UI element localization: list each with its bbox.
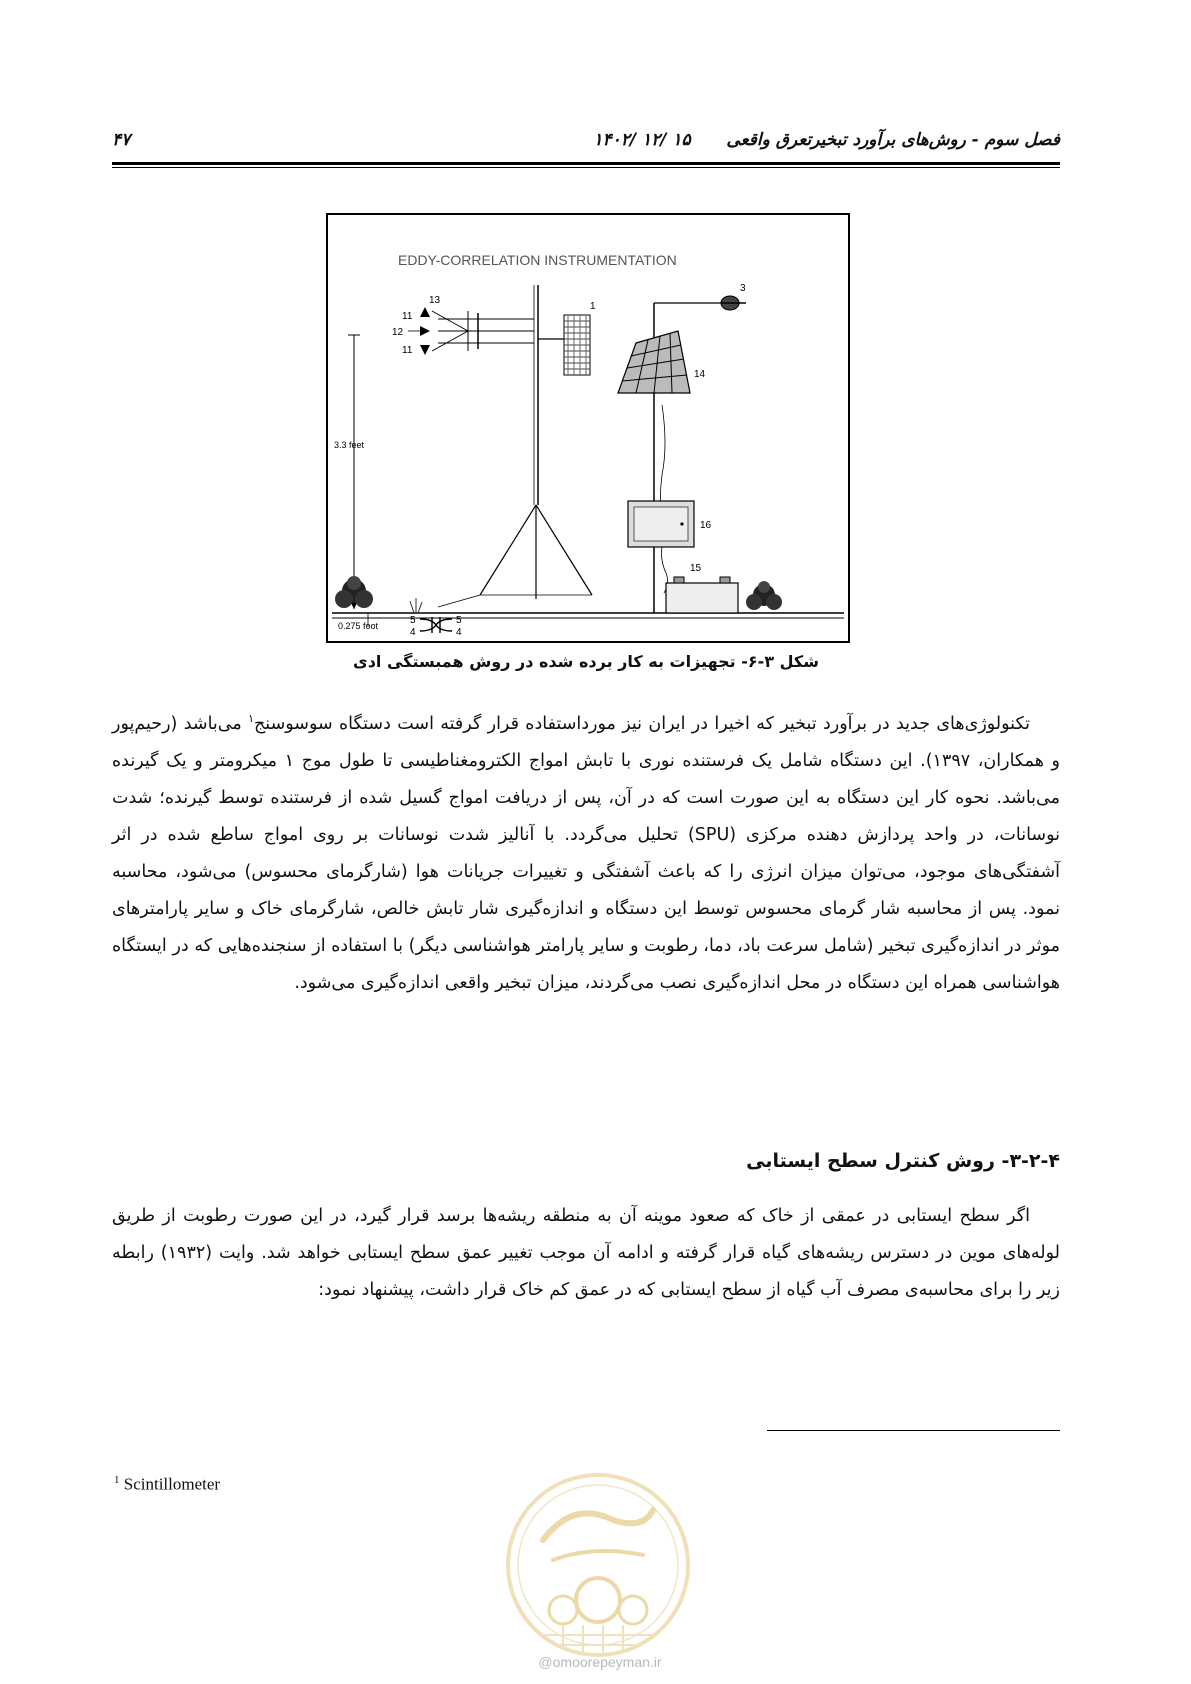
radiation-shield	[538, 315, 590, 375]
footnote-number: 1	[114, 1474, 120, 1486]
label-16: 16	[700, 520, 712, 531]
transducer-top-icon	[420, 307, 430, 317]
net-radiometer-icon	[721, 296, 746, 310]
footnote	[114, 1474, 220, 1495]
paragraph-1-start: تکنولوژی‌های جدید در برآورد تبخیر که اخیرا در ایران نیز مورداستفاده قرار گرفته است دستگاه سوسوسنج	[254, 713, 1030, 734]
label-5-left: 5	[410, 615, 416, 626]
paragraph-water-table	[112, 1198, 1060, 1309]
label-15: 15	[690, 563, 702, 574]
page-number: ۴۷	[112, 130, 131, 150]
solar-panel-icon	[618, 331, 690, 415]
section-heading: ۳-۲-۴- روش کنترل سطح ایستابی	[746, 1150, 1060, 1172]
label-1: 1	[590, 301, 596, 312]
label-11-bottom: 11	[402, 345, 413, 356]
grass-tuft-icon	[410, 598, 422, 613]
paragraph-scintillometer	[112, 700, 1060, 1002]
eddy-correlation-diagram	[328, 215, 848, 641]
footnote-text: Scintillometer	[123, 1474, 221, 1494]
chapter-title: فصل سوم - روش‌های برآورد تبخیرتعرق واقعی	[726, 130, 1060, 150]
header-date: ۱۴۰۲/ ۱۲/ ۱۵	[593, 130, 691, 150]
data-logger-box	[628, 501, 694, 547]
shrub-right-icon	[746, 581, 782, 610]
footnote-marker: ۱	[248, 712, 254, 725]
label-5-right: 5	[456, 615, 462, 626]
label-11-top: 11	[402, 311, 413, 322]
paragraph-1-text	[112, 700, 1060, 1002]
label-4-right: 4	[456, 627, 462, 638]
label-3: 3	[740, 283, 746, 294]
label-14: 14	[694, 369, 706, 380]
header-rule-thick	[112, 162, 1060, 165]
depth-label: 0.275 foot	[338, 621, 379, 631]
paragraph-1-rest: می‌باشد (رحیم‌پور و همکاران، ۱۳۹۷). این دستگاه شامل یک فرستنده نوری با تابش امواج الکترومغناطیسی تا طول موج ۱ میکرومتر و یک گیرنده می‌باشد. نحوه کار این دستگاه به این صورت است که در آن، پس از دریافت امواج گسیل شده از فرستنده توسط گیرنده؛ شدت نوسانات، در واحد پردازش دهنده مرکزی (SPU) تحلیل می‌گردد. با آنالیز شدت نوسانات بر روی امواج ساطع شده در اثر آشفتگی‌های موجود، می‌توان میزان انرژی را که باعث آشفتگی و تغییرات جریانات هوا (شارگرمای محسوس) می‌شود، محاسبه نمود. پس از محاسبه شار گرمای محسوس توسط این دستگاه و اندازه‌گیری شار تابش خالص، شارگرمای خاک و سایر پارامترهای موثر در اندازه‌گیری تبخیر (شامل سرعت باد، دما، رطوبت و سایر پارامتر هواشناسی دیگر) با استفاده از سنجنده‌هایی که در ایستگاه هواشناسی همراه این دستگاه در محل اندازه‌گیری نصب می‌گردند، میزان تبخیر واقعی اندازه‌گیری می‌شود.	[112, 713, 1061, 993]
battery-icon	[666, 577, 738, 613]
label-12: 12	[392, 327, 404, 338]
header-rule-thin	[112, 167, 1060, 168]
watermark-seal-logo	[503, 1470, 693, 1660]
transducer-bottom-icon	[420, 345, 430, 355]
figure-caption: شکل ۳-۶- تجهیزات به کار برده شده در روش همبستگی ادی	[353, 652, 819, 671]
figure-eddy-correlation	[326, 213, 850, 643]
soil-heat-flux-plates-icon	[420, 617, 452, 633]
label-4-left: 4	[410, 627, 416, 638]
label-13: 13	[429, 295, 441, 306]
footnote-rule	[767, 1430, 1060, 1431]
paragraph-2-text: اگر سطح ایستابی در عمقی از خاک که صعود موینه آن به منطقه ریشه‌ها برسد قرار گیرد، در این صورت رطوبت از طریق لوله‌های موین در دسترس ریشه‌های گیاه قرار گرفته و ادامه آن موجب تغییر عمق سطح ایستابی خواهد شد. وایت (۱۹۳۲) رابطه زیر را برای محاسبه‌ی مصرف آب گیاه از سطح ایستابی که در عمق کم خاک قرار داشت، پیشنهاد نمود:	[112, 1206, 1061, 1300]
page-header	[112, 130, 1060, 156]
height-label: 3.3 feet	[334, 440, 365, 450]
sonic-anemometer	[432, 311, 534, 351]
hygrometer-icon	[420, 326, 430, 336]
watermark-text: @omoorepeyman.ir	[538, 1654, 662, 1670]
figure-title: EDDY-CORRELATION INSTRUMENTATION	[398, 252, 677, 268]
